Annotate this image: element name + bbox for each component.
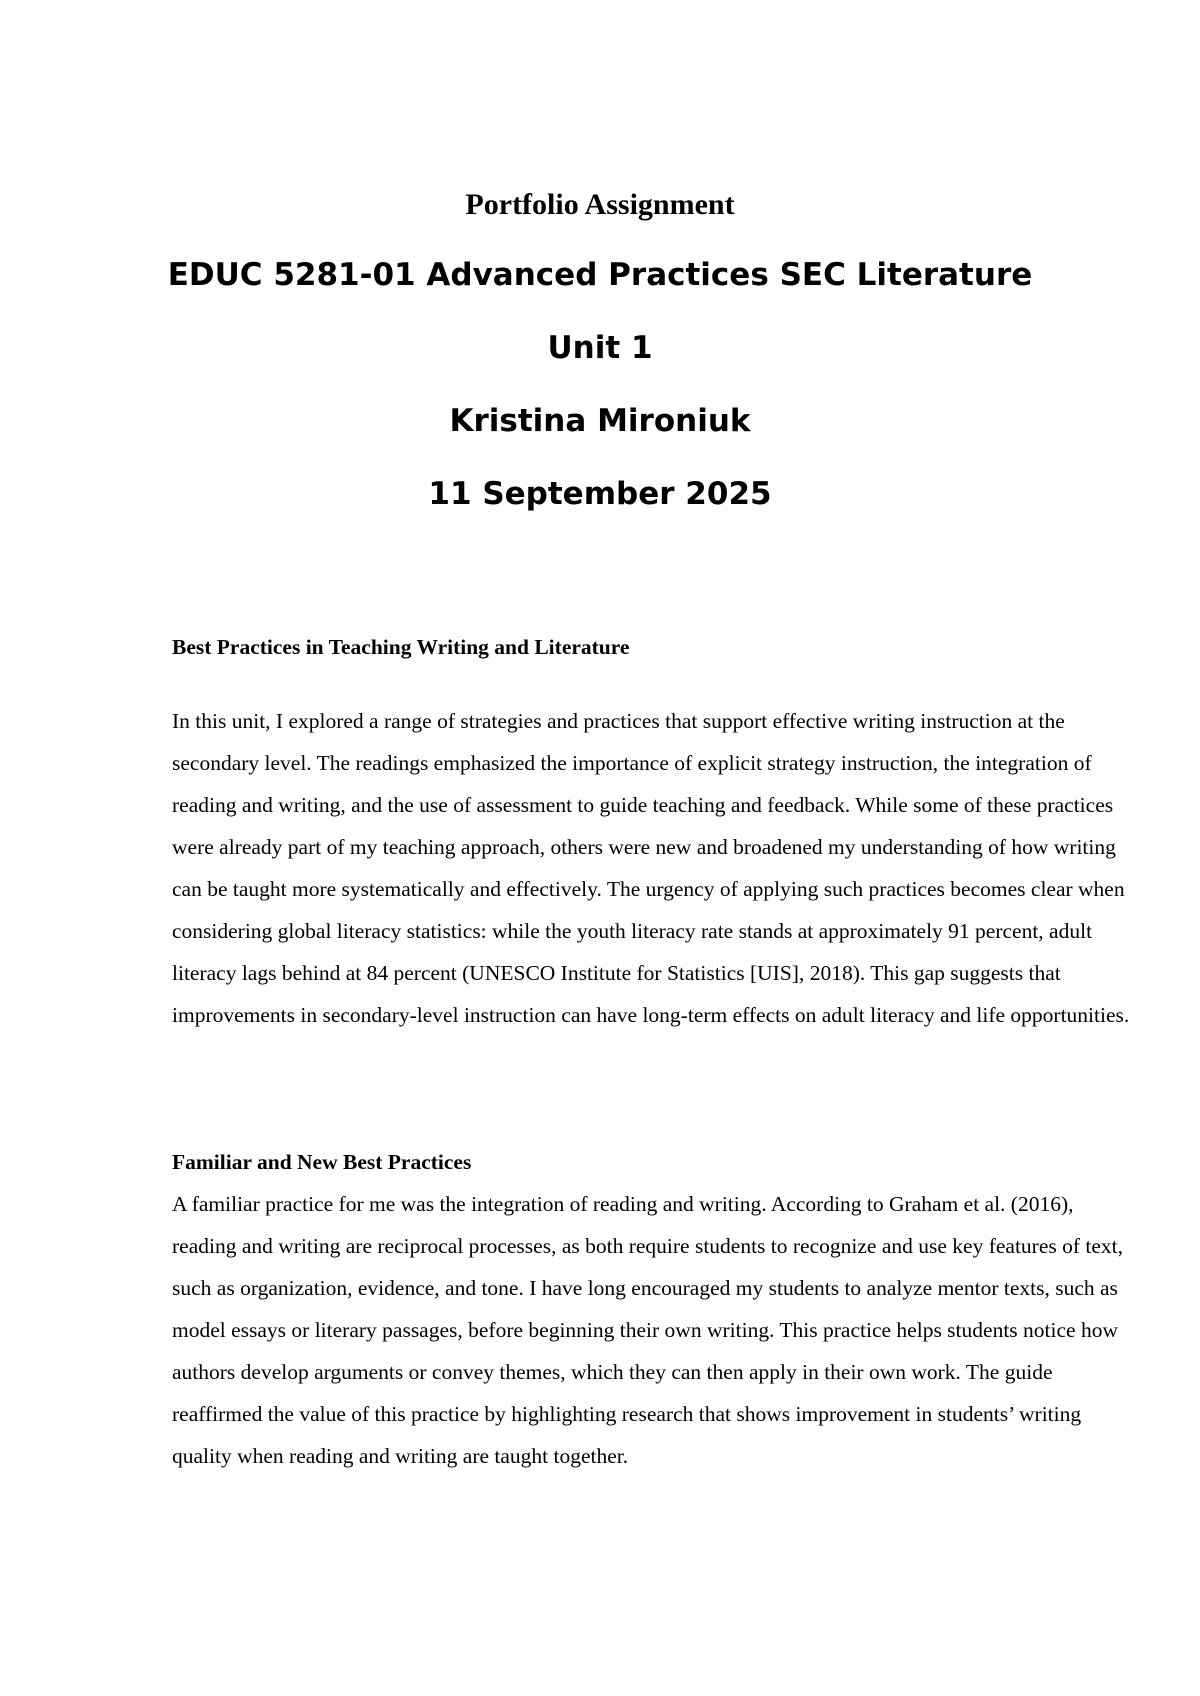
document-title: Portfolio Assignment [465, 188, 735, 221]
document-date: 11 September 2025 [428, 476, 772, 512]
author-name: Kristina Mironiuk [449, 403, 751, 439]
section-heading-best-practices: Best Practices in Teaching Writing and Literature [172, 635, 630, 659]
section-paragraph-familiar-new: A familiar practice for me was the integration of reading and writing. According to Graham et al. (2016), reading and writing are reciprocal processes, as both require students to recognize and use key features of text, such as organization, evidence, and tone. I have long encouraged my students to analyze mentor texts, such as model essays or literary passages, before beginning their own writing. This practice helps students notice how authors develop arguments or convey themes, which they can then apply in their own work. The guide reaffirmed the value of this practice by highlighting research that shows improvement in students’ writing quality when reading and writing are taught together. [172, 1192, 1124, 1468]
section-heading-familiar-new: Familiar and New Best Practices [172, 1150, 472, 1174]
unit-label: Unit 1 [547, 330, 653, 366]
section-paragraph-best-practices: In this unit, I explored a range of strategies and practices that support effective writing instruction at the secondary level. The readings emphasized the importance of explicit strategy instruction, the integration of reading and writing, and the use of assessment to guide teaching and feedback. While some of these practices were already part of my teaching approach, others were new and broadened my understanding of how writing can be taught more systematically and effectively. The urgency of applying such practices becomes clear when considering global literacy statistics: while the youth literacy rate stands at approximately 91 percent, adult literacy lags behind at 84 percent (UNESCO Institute for Statistics [UIS], 2018). This gap suggests that improvements in secondary-level instruction can have long-term effects on adult literacy and life opportunities. [172, 709, 1130, 1027]
course-title: EDUC 5281-01 Advanced Practices SEC Literature [167, 257, 1033, 293]
